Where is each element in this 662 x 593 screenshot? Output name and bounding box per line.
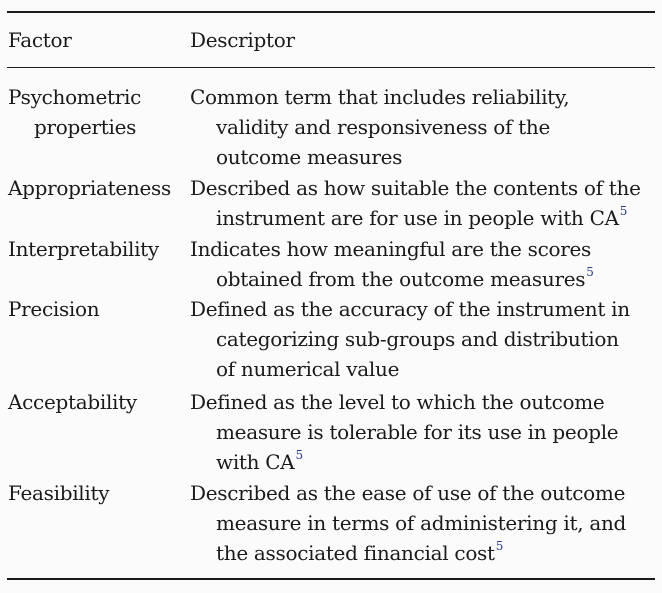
descriptor-text: obtained from the outcome measures [216, 267, 586, 291]
descriptor-line: categorizing sub-groups and distribution [216, 327, 619, 351]
descriptor-line: measure in terms of administering it, and [216, 511, 627, 535]
descriptor-line: measure is tolerable for its use in people [216, 420, 619, 444]
factor-line: Feasibility [8, 481, 110, 505]
table-row-factor [8, 478, 109, 508]
table-row-descriptor [190, 294, 660, 384]
factor-line: Appropriateness [8, 176, 171, 200]
table-row-descriptor [190, 82, 660, 172]
factor-line: Psychometric [8, 85, 142, 109]
table-row-descriptor [190, 173, 660, 233]
table-row-descriptor [190, 478, 660, 568]
top-rule [7, 11, 655, 13]
header-factor: Factor [8, 28, 72, 52]
factor-line: properties [34, 115, 137, 139]
descriptor-text: with CA [216, 450, 295, 474]
header-rule [7, 67, 655, 68]
descriptor-line: Defined as the level to which the outcome [190, 390, 605, 414]
table-row-factor [8, 387, 137, 417]
reference-superscript: 5 [586, 265, 594, 280]
table-row-factor [8, 234, 159, 264]
table-row-factor [8, 173, 171, 203]
reference-superscript: 5 [495, 539, 504, 554]
descriptor-line: Indicates how meaningful are the scores [190, 237, 591, 261]
descriptor-text: instrument are for use in people with CA [216, 206, 619, 230]
table-row-descriptor [190, 234, 660, 294]
descriptor-line: Described as how suitable the contents of the [190, 176, 641, 200]
descriptor-line: Common term that includes reliability, [190, 85, 570, 109]
descriptor-line: outcome measures [216, 145, 403, 169]
descriptor-line [190, 203, 660, 233]
descriptor-line: Described as the ease of use of the outcome [190, 481, 626, 505]
factor-line: Acceptability [8, 390, 137, 414]
table-row-factor [8, 82, 141, 142]
reference-superscript: 5 [295, 448, 303, 463]
reference-superscript: 5 [619, 204, 628, 219]
descriptor-line: validity and responsiveness of the [216, 115, 551, 139]
descriptor-line [190, 538, 660, 568]
descriptor-line [190, 264, 660, 294]
descriptor-line [190, 447, 660, 477]
table-row-descriptor [190, 387, 660, 477]
factor-line: Precision [8, 297, 100, 321]
header-descriptor: Descriptor [190, 28, 295, 52]
descriptor-line: of numerical value [216, 357, 400, 381]
factor-line: Interpretability [8, 237, 159, 261]
bottom-rule [7, 578, 655, 580]
descriptor-line: Defined as the accuracy of the instrument in [190, 297, 630, 321]
descriptor-text: the associated financial cost [216, 541, 495, 565]
table-row-factor [8, 294, 99, 324]
